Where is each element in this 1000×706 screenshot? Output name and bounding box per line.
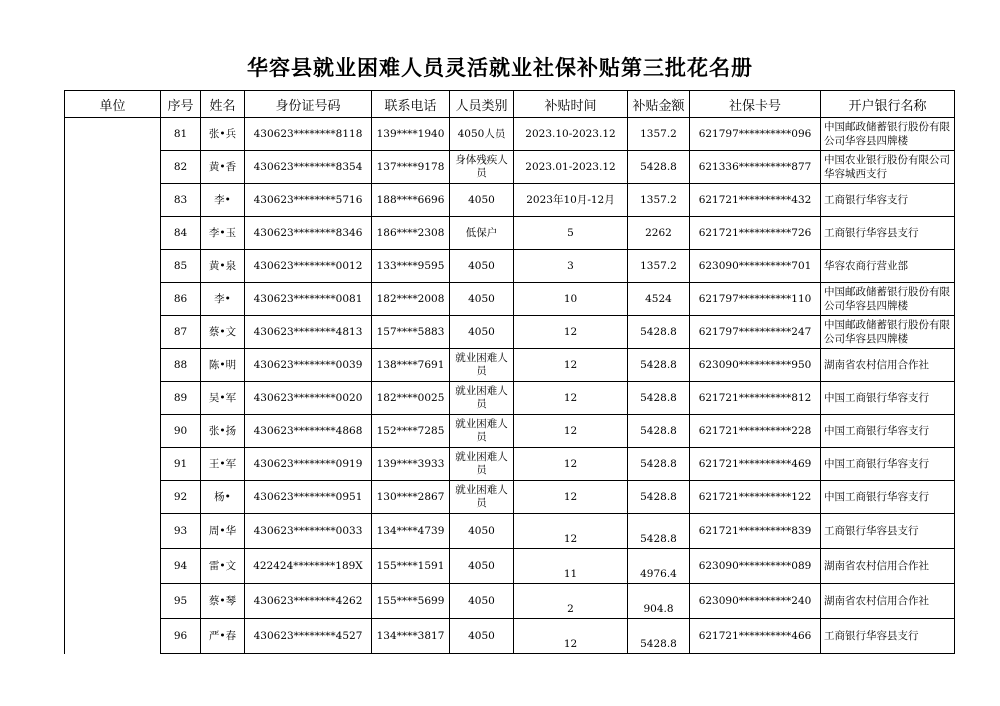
category-cell: 就业困难人员 [450,349,514,382]
name-cell: 蔡•文 [201,316,245,349]
phone-cell: 134****3817 [372,619,450,654]
serial-cell: 93 [161,514,201,549]
id-number-cell: 430623********8346 [245,217,372,250]
serial-cell: 96 [161,619,201,654]
table-row [65,415,955,448]
category-cell: 4050 [450,584,514,619]
subsidy-amount-cell: 1357.2 [628,118,690,151]
subsidy-amount-cell: 5428.8 [628,382,690,415]
header-bank-name: 开户银行名称 [821,91,955,118]
subsidy-period-cell: 3 [514,250,628,283]
bank-name-cell: 中国邮政储蓄银行股份有限公司华容县四牌楼 [821,118,955,151]
serial-cell: 94 [161,549,201,584]
name-cell: 李• [201,283,245,316]
id-number-cell: 430623********0081 [245,283,372,316]
table-row [65,118,955,151]
table-row [65,584,955,619]
subsidy-amount-cell: 1357.2 [628,250,690,283]
subsidy-amount-cell: 5428.8 [628,481,690,514]
subsidy-amount-cell: 2262 [628,217,690,250]
roster-table [64,90,955,654]
subsidy-amount-cell: 1357.2 [628,184,690,217]
id-number-cell: 430623********0020 [245,382,372,415]
subsidy-period-cell: 12 [514,316,628,349]
serial-cell: 85 [161,250,201,283]
category-cell: 4050 [450,514,514,549]
social-security-card-cell: 621721**********812 [690,382,821,415]
subsidy-period-cell: 2 [514,584,628,619]
social-security-card-cell: 621797**********247 [690,316,821,349]
subsidy-period-cell: 12 [514,619,628,654]
id-number-cell: 430623********8118 [245,118,372,151]
phone-cell: 188****6696 [372,184,450,217]
table-row [65,481,955,514]
subsidy-period-cell: 5 [514,217,628,250]
bank-name-cell: 中国工商银行华容支行 [821,448,955,481]
bank-name-cell: 工商银行华容县支行 [821,217,955,250]
subsidy-period-cell: 12 [514,415,628,448]
name-cell: 雷•文 [201,549,245,584]
social-security-card-cell: 621721**********469 [690,448,821,481]
phone-cell: 139****3933 [372,448,450,481]
name-cell: 张•兵 [201,118,245,151]
social-security-card-cell: 623090**********240 [690,584,821,619]
id-number-cell: 430623********5716 [245,184,372,217]
phone-cell: 155****5699 [372,584,450,619]
serial-cell: 91 [161,448,201,481]
subsidy-amount-cell: 5428.8 [628,448,690,481]
social-security-card-cell: 623090**********089 [690,549,821,584]
subsidy-amount-cell: 4524 [628,283,690,316]
category-cell: 就业困难人员 [450,382,514,415]
subsidy-period-cell: 12 [514,382,628,415]
serial-cell: 92 [161,481,201,514]
table-row [65,217,955,250]
subsidy-amount-cell: 5428.8 [628,316,690,349]
category-cell: 低保户 [450,217,514,250]
subsidy-period-cell: 2023.10-2023.12 [514,118,628,151]
id-number-cell: 430623********0951 [245,481,372,514]
name-cell: 黄•香 [201,151,245,184]
bank-name-cell: 中国农业银行股份有限公司华容城西支行 [821,151,955,184]
id-number-cell: 430623********4813 [245,316,372,349]
header-id-number: 身份证号码 [245,91,372,118]
table-row [65,619,955,654]
name-cell: 周•华 [201,514,245,549]
table-row [65,283,955,316]
document-title: 华容县就业困难人员灵活就业社保补贴第三批花名册 [247,56,753,80]
header-unit: 单位 [65,91,161,118]
id-number-cell: 430623********4868 [245,415,372,448]
name-cell: 蔡•琴 [201,584,245,619]
id-number-cell: 430623********0012 [245,250,372,283]
category-cell: 就业困难人员 [450,415,514,448]
serial-cell: 81 [161,118,201,151]
social-security-card-cell: 621721**********432 [690,184,821,217]
bank-name-cell: 中国工商银行华容支行 [821,415,955,448]
category-cell: 4050 [450,619,514,654]
phone-cell: 139****1940 [372,118,450,151]
table-row [65,382,955,415]
subsidy-period-cell: 12 [514,514,628,549]
phone-cell: 155****1591 [372,549,450,584]
bank-name-cell: 工商银行华容县支行 [821,514,955,549]
subsidy-period-cell: 11 [514,549,628,584]
category-cell: 4050 [450,316,514,349]
phone-cell: 133****9595 [372,250,450,283]
id-number-cell: 430623********4262 [245,584,372,619]
name-cell: 杨• [201,481,245,514]
id-number-cell: 430623********4527 [245,619,372,654]
subsidy-amount-cell: 5428.8 [628,151,690,184]
subsidy-period-cell: 2023年10月-12月 [514,184,628,217]
social-security-card-cell: 621336**********877 [690,151,821,184]
subsidy-amount-cell: 4976.4 [628,549,690,584]
subsidy-amount-cell: 5428.8 [628,349,690,382]
header-name: 姓名 [201,91,245,118]
name-cell: 严•春 [201,619,245,654]
social-security-card-cell: 623090**********701 [690,250,821,283]
serial-cell: 95 [161,584,201,619]
subsidy-period-cell: 12 [514,448,628,481]
social-security-card-cell: 623090**********950 [690,349,821,382]
social-security-card-cell: 621721**********228 [690,415,821,448]
name-cell: 张•扬 [201,415,245,448]
phone-cell: 186****2308 [372,217,450,250]
subsidy-period-cell: 12 [514,481,628,514]
phone-cell: 138****7691 [372,349,450,382]
social-security-card-cell: 621721**********122 [690,481,821,514]
social-security-card-cell: 621797**********110 [690,283,821,316]
category-cell: 4050 [450,283,514,316]
id-number-cell: 430623********8354 [245,151,372,184]
phone-cell: 137****9178 [372,151,450,184]
header-phone: 联系电话 [372,91,450,118]
category-cell: 4050 [450,184,514,217]
table-row [65,151,955,184]
table-row [65,349,955,382]
id-number-cell: 430623********0039 [245,349,372,382]
category-cell: 就业困难人员 [450,448,514,481]
phone-cell: 182****2008 [372,283,450,316]
subsidy-period-cell: 12 [514,349,628,382]
serial-cell: 82 [161,151,201,184]
id-number-cell: 430623********0919 [245,448,372,481]
social-security-card-cell: 621721**********466 [690,619,821,654]
subsidy-amount-cell: 5428.8 [628,514,690,549]
subsidy-period-cell: 10 [514,283,628,316]
category-cell: 就业困难人员 [450,481,514,514]
name-cell: 李• [201,184,245,217]
phone-cell: 152****7285 [372,415,450,448]
social-security-card-cell: 621721**********726 [690,217,821,250]
bank-name-cell: 中国工商银行华容支行 [821,382,955,415]
serial-cell: 84 [161,217,201,250]
social-security-card-cell: 621797**********096 [690,118,821,151]
bank-name-cell: 华容农商行营业部 [821,250,955,283]
table-row [65,316,955,349]
header-subsidy-period: 补贴时间 [514,91,628,118]
category-cell: 4050 [450,549,514,584]
subsidy-period-cell: 2023.01-2023.12 [514,151,628,184]
bank-name-cell: 中国工商银行华容支行 [821,481,955,514]
category-cell: 4050人员 [450,118,514,151]
subsidy-amount-cell: 5428.8 [628,415,690,448]
name-cell: 陈•明 [201,349,245,382]
serial-cell: 83 [161,184,201,217]
id-number-cell: 430623********0033 [245,514,372,549]
serial-cell: 86 [161,283,201,316]
phone-cell: 157****5883 [372,316,450,349]
table-row [65,514,955,549]
serial-cell: 88 [161,349,201,382]
subsidy-amount-cell: 904.8 [628,584,690,619]
name-cell: 吴•军 [201,382,245,415]
bank-name-cell: 工商银行华容支行 [821,184,955,217]
serial-cell: 90 [161,415,201,448]
table-row [65,184,955,217]
bank-name-cell: 湖南省农村信用合作社 [821,349,955,382]
table-row [65,250,955,283]
header-social-security-card: 社保卡号 [690,91,821,118]
phone-cell: 182****0025 [372,382,450,415]
bank-name-cell: 湖南省农村信用合作社 [821,584,955,619]
header-serial: 序号 [161,91,201,118]
bank-name-cell: 湖南省农村信用合作社 [821,549,955,584]
unit-cell [65,118,161,654]
serial-cell: 87 [161,316,201,349]
name-cell: 李•玉 [201,217,245,250]
serial-cell: 89 [161,382,201,415]
bank-name-cell: 中国邮政储蓄银行股份有限公司华容县四牌楼 [821,316,955,349]
category-cell: 身体残疾人员 [450,151,514,184]
header-category: 人员类别 [450,91,514,118]
phone-cell: 134****4739 [372,514,450,549]
bank-name-cell: 工商银行华容县支行 [821,619,955,654]
table-row [65,549,955,584]
social-security-card-cell: 621721**********839 [690,514,821,549]
category-cell: 4050 [450,250,514,283]
phone-cell: 130****2867 [372,481,450,514]
name-cell: 王•军 [201,448,245,481]
header-subsidy-amount: 补贴金额 [628,91,690,118]
header-row [65,91,955,118]
subsidy-amount-cell: 5428.8 [628,619,690,654]
id-number-cell: 422424********189X [245,549,372,584]
bank-name-cell: 中国邮政储蓄银行股份有限公司华容县四牌楼 [821,283,955,316]
table-row [65,448,955,481]
name-cell: 黄•泉 [201,250,245,283]
